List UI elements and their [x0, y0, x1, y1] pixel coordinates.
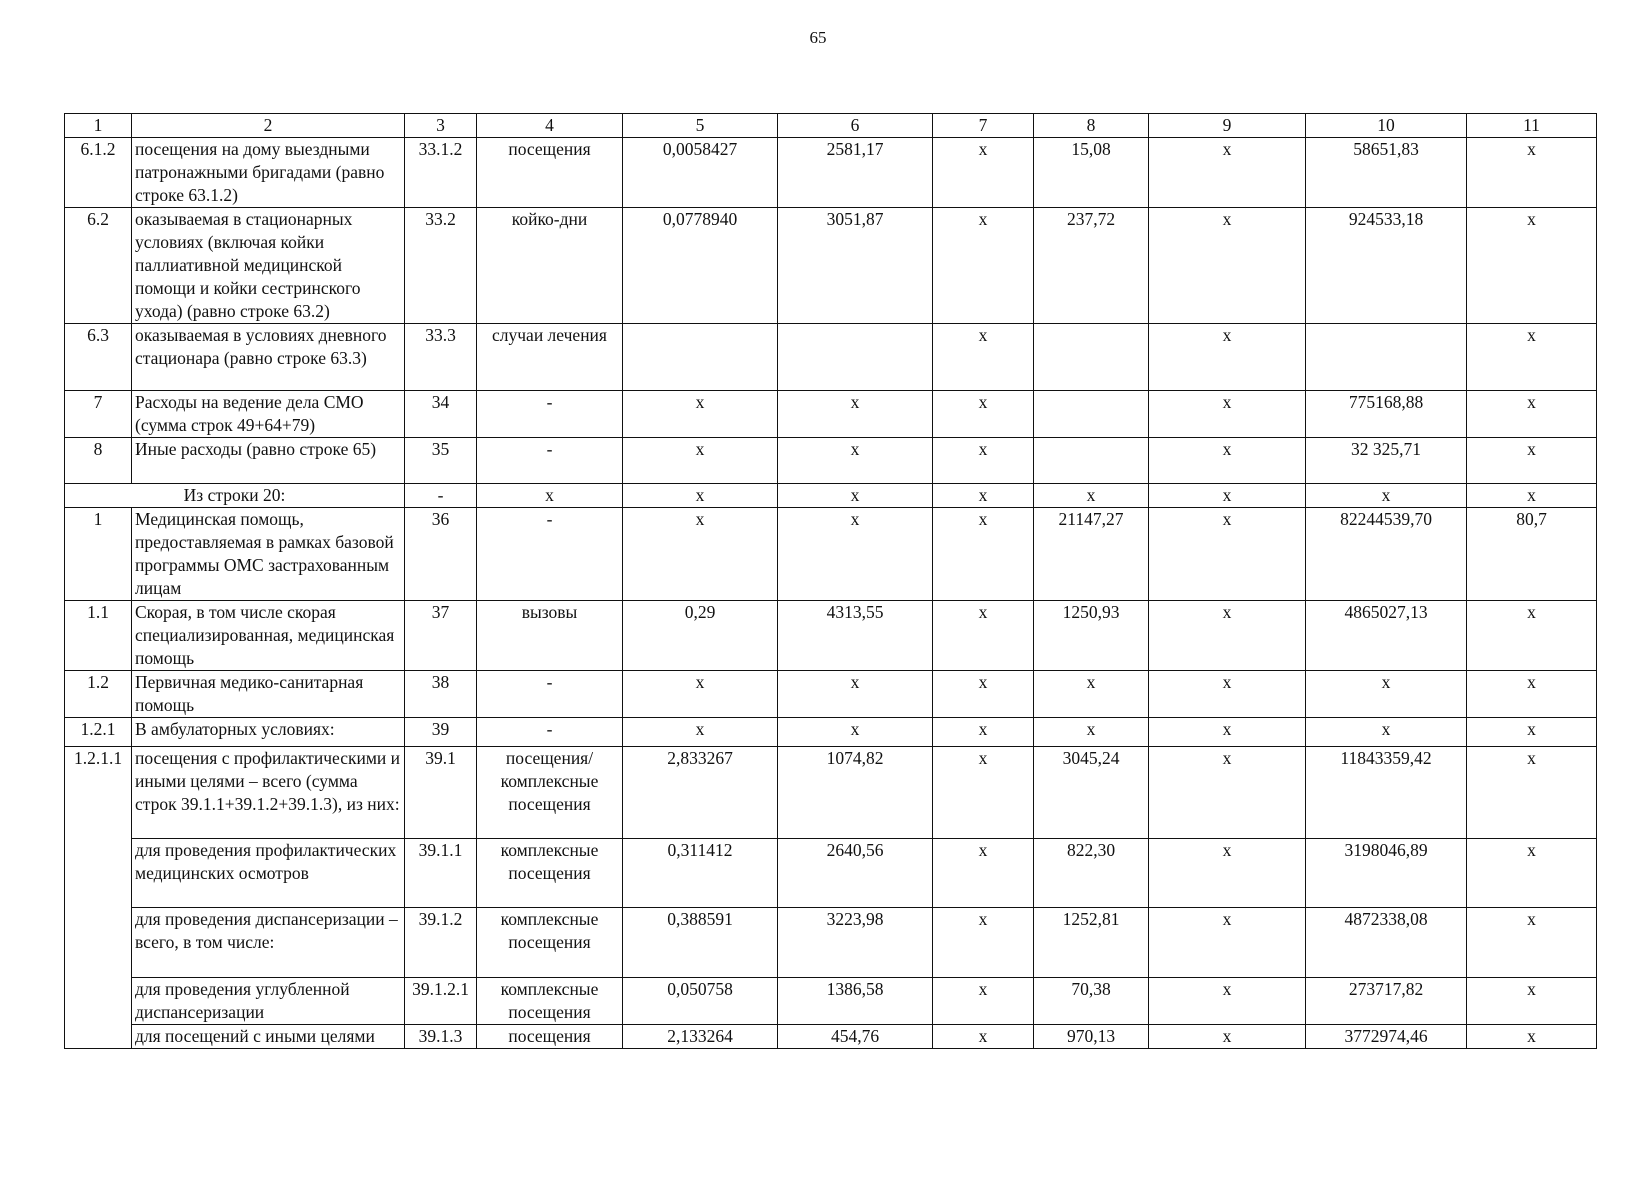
row-value: 775168,88 [1306, 391, 1467, 438]
row-value: х [1149, 839, 1306, 908]
subheader-unit: х [477, 484, 623, 508]
table-row [65, 1025, 1597, 1049]
row-value: х [933, 718, 1034, 747]
row-value: х [933, 978, 1034, 1025]
row-unit: посещения [477, 1025, 623, 1049]
row-unit: комплексные посещения [477, 839, 623, 908]
row-unit: вызовы [477, 601, 623, 671]
row-value: 1074,82 [778, 747, 933, 839]
row-value: 11843359,42 [1306, 747, 1467, 839]
row-number: 7 [65, 391, 132, 438]
row-number: 1.1 [65, 601, 132, 671]
row-value: х [1149, 601, 1306, 671]
row-value: 3198046,89 [1306, 839, 1467, 908]
row-value: 82244539,70 [1306, 508, 1467, 601]
row-value: х [1467, 908, 1597, 978]
row-value: 0,050758 [623, 978, 778, 1025]
row-value: х [933, 671, 1034, 718]
row-value: х [778, 438, 933, 484]
table-row [65, 138, 1597, 208]
row-number: 6.3 [65, 324, 132, 391]
row-value: х [623, 718, 778, 747]
row-value: 924533,18 [1306, 208, 1467, 324]
row-value: х [778, 718, 933, 747]
header-cell: 8 [1034, 114, 1149, 138]
row-number: 1.2.1 [65, 718, 132, 747]
row-value: х [623, 391, 778, 438]
row-value: 1252,81 [1034, 908, 1149, 978]
row-value: х [778, 508, 933, 601]
header-cell: 3 [405, 114, 477, 138]
table-row [65, 508, 1597, 601]
row-name: посещения с профилактическими и иными целями – всего (сумма строк 39.1.1+39.1.2+39.1.3), из них: [132, 747, 405, 839]
row-unit: - [477, 438, 623, 484]
row-value: х [1149, 508, 1306, 601]
subheader-label: Из строки 20: [65, 484, 405, 508]
row-unit: случаи лечения [477, 324, 623, 391]
subheader-row [65, 484, 1597, 508]
row-unit: - [477, 671, 623, 718]
row-name: для посещений с иными целями [132, 1025, 405, 1049]
row-value: х [933, 747, 1034, 839]
row-number: 6.2 [65, 208, 132, 324]
row-value: х [933, 601, 1034, 671]
row-value: х [933, 508, 1034, 601]
row-name: для проведения диспансеризации – всего, в том числе: [132, 908, 405, 978]
row-name: для проведения углубленной диспансеризации [132, 978, 405, 1025]
row-value: х [933, 391, 1034, 438]
row-value: х [1149, 391, 1306, 438]
table-row [65, 324, 1597, 391]
table-body [65, 114, 1597, 1049]
row-value: 3045,24 [1034, 747, 1149, 839]
table-row [65, 747, 1597, 839]
header-cell: 10 [1306, 114, 1467, 138]
row-value: х [1149, 208, 1306, 324]
row-value: 970,13 [1034, 1025, 1149, 1049]
row-value: х [1034, 671, 1149, 718]
row-value: х [1149, 747, 1306, 839]
subheader-value: х [1034, 484, 1149, 508]
row-value: 2,833267 [623, 747, 778, 839]
row-value: 0,311412 [623, 839, 778, 908]
header-cell: 7 [933, 114, 1034, 138]
row-value: х [1467, 718, 1597, 747]
row-value: х [1467, 208, 1597, 324]
row-value: х [1467, 747, 1597, 839]
row-name: для проведения профилактических медицинских осмотров [132, 839, 405, 908]
table-row [65, 978, 1597, 1025]
row-line-code: 39.1 [405, 747, 477, 839]
subheader-value: х [1306, 484, 1467, 508]
data-table [64, 113, 1597, 1049]
row-value: 4865027,13 [1306, 601, 1467, 671]
header-cell: 4 [477, 114, 623, 138]
row-unit: посещения/ комплексные посещения [477, 747, 623, 839]
row-unit: комплексные посещения [477, 908, 623, 978]
row-value: 0,0058427 [623, 138, 778, 208]
row-value: х [1149, 438, 1306, 484]
row-value: х [933, 138, 1034, 208]
table-row [65, 391, 1597, 438]
row-number: 1.2 [65, 671, 132, 718]
row-value: 2581,17 [778, 138, 933, 208]
row-value: х [1467, 138, 1597, 208]
header-cell: 9 [1149, 114, 1306, 138]
row-value: х [623, 671, 778, 718]
row-value: 15,08 [1034, 138, 1149, 208]
row-line-code: 38 [405, 671, 477, 718]
row-name: Медицинская помощь, предоставляемая в рамках базовой программы ОМС застрахованным лицам [132, 508, 405, 601]
row-line-code: 39.1.3 [405, 1025, 477, 1049]
row-value [1306, 324, 1467, 391]
row-value: х [933, 438, 1034, 484]
row-number: 1 [65, 508, 132, 601]
row-value: х [933, 908, 1034, 978]
row-value: 1386,58 [778, 978, 933, 1025]
header-cell: 2 [132, 114, 405, 138]
row-value: х [933, 839, 1034, 908]
row-value: х [1149, 718, 1306, 747]
row-value: 3051,87 [778, 208, 933, 324]
row-unit: комплексные посещения [477, 978, 623, 1025]
row-value: 2,133264 [623, 1025, 778, 1049]
row-line-code: 33.2 [405, 208, 477, 324]
row-value: 0,29 [623, 601, 778, 671]
header-cell: 6 [778, 114, 933, 138]
row-value: 1250,93 [1034, 601, 1149, 671]
row-value: 0,0778940 [623, 208, 778, 324]
row-value: х [933, 324, 1034, 391]
row-value: х [778, 391, 933, 438]
row-value: 822,30 [1034, 839, 1149, 908]
row-value: 58651,83 [1306, 138, 1467, 208]
row-line-code: 39 [405, 718, 477, 747]
row-value: х [933, 208, 1034, 324]
table-row [65, 839, 1597, 908]
row-line-code: 37 [405, 601, 477, 671]
row-value: 273717,82 [1306, 978, 1467, 1025]
row-value [778, 324, 933, 391]
row-name: оказываемая в стационарных условиях (включая койки паллиативной медицинской помощи и койки сестринского ухода) (равно строке 63.2) [132, 208, 405, 324]
row-line-code: 33.1.2 [405, 138, 477, 208]
row-value: х [1467, 978, 1597, 1025]
row-value: х [1149, 1025, 1306, 1049]
row-value: х [1467, 438, 1597, 484]
row-line-code: 39.1.1 [405, 839, 477, 908]
row-unit: - [477, 391, 623, 438]
row-value: х [1467, 391, 1597, 438]
row-value: 80,7 [1467, 508, 1597, 601]
header-cell: 1 [65, 114, 132, 138]
row-name: оказываемая в условиях дневного стационара (равно строке 63.3) [132, 324, 405, 391]
subheader-value: х [933, 484, 1034, 508]
row-unit: койко-дни [477, 208, 623, 324]
row-value: х [1467, 839, 1597, 908]
row-value: 2640,56 [778, 839, 933, 908]
table-row [65, 438, 1597, 484]
header-row [65, 114, 1597, 138]
row-number: 8 [65, 438, 132, 484]
row-name: Расходы на ведение дела СМО (сумма строк 49+64+79) [132, 391, 405, 438]
table-row [65, 601, 1597, 671]
row-value [623, 324, 778, 391]
row-name: посещения на дому выездными патронажными бригадами (равно строке 63.1.2) [132, 138, 405, 208]
row-value: х [1467, 324, 1597, 391]
table-row [65, 718, 1597, 747]
row-value [1034, 438, 1149, 484]
row-value: х [1149, 978, 1306, 1025]
row-line-code: 34 [405, 391, 477, 438]
page-number: 65 [809, 28, 827, 47]
row-value: х [623, 508, 778, 601]
row-value: 237,72 [1034, 208, 1149, 324]
row-value: х [1034, 718, 1149, 747]
row-value: 454,76 [778, 1025, 933, 1049]
row-unit: - [477, 508, 623, 601]
row-name: Иные расходы (равно строке 65) [132, 438, 405, 484]
table-row [65, 908, 1597, 978]
table-row [65, 671, 1597, 718]
row-value: х [1306, 718, 1467, 747]
subheader-line: - [405, 484, 477, 508]
row-value: х [1149, 671, 1306, 718]
row-value: х [1149, 324, 1306, 391]
row-name: Первичная медико-санитарная помощь [132, 671, 405, 718]
row-line-code: 39.1.2.1 [405, 978, 477, 1025]
row-line-code: 36 [405, 508, 477, 601]
row-value: 0,388591 [623, 908, 778, 978]
row-value: 4313,55 [778, 601, 933, 671]
row-value: 70,38 [1034, 978, 1149, 1025]
row-value [1034, 324, 1149, 391]
subheader-value: х [623, 484, 778, 508]
row-name: В амбулаторных условиях: [132, 718, 405, 747]
subheader-value: х [1149, 484, 1306, 508]
row-line-code: 39.1.2 [405, 908, 477, 978]
header-cell: 5 [623, 114, 778, 138]
header-cell: 11 [1467, 114, 1597, 138]
subheader-value: х [1467, 484, 1597, 508]
row-value [1034, 391, 1149, 438]
row-number: 6.1.2 [65, 138, 132, 208]
row-value: х [1149, 908, 1306, 978]
row-unit: - [477, 718, 623, 747]
row-value: х [1467, 601, 1597, 671]
row-number: 1.2.1.1 [65, 747, 132, 1049]
subheader-value: х [778, 484, 933, 508]
row-value: х [1467, 671, 1597, 718]
row-value: х [623, 438, 778, 484]
row-value: 21147,27 [1034, 508, 1149, 601]
row-value: 3223,98 [778, 908, 933, 978]
row-value: х [1467, 1025, 1597, 1049]
row-line-code: 35 [405, 438, 477, 484]
row-unit: посещения [477, 138, 623, 208]
row-value: 4872338,08 [1306, 908, 1467, 978]
row-value: 3772974,46 [1306, 1025, 1467, 1049]
row-value: х [778, 671, 933, 718]
row-value: 32 325,71 [1306, 438, 1467, 484]
row-value: х [1149, 138, 1306, 208]
table-row [65, 208, 1597, 324]
row-value: х [933, 1025, 1034, 1049]
row-name: Скорая, в том числе скорая специализированная, медицинская помощь [132, 601, 405, 671]
row-line-code: 33.3 [405, 324, 477, 391]
row-value: х [1306, 671, 1467, 718]
